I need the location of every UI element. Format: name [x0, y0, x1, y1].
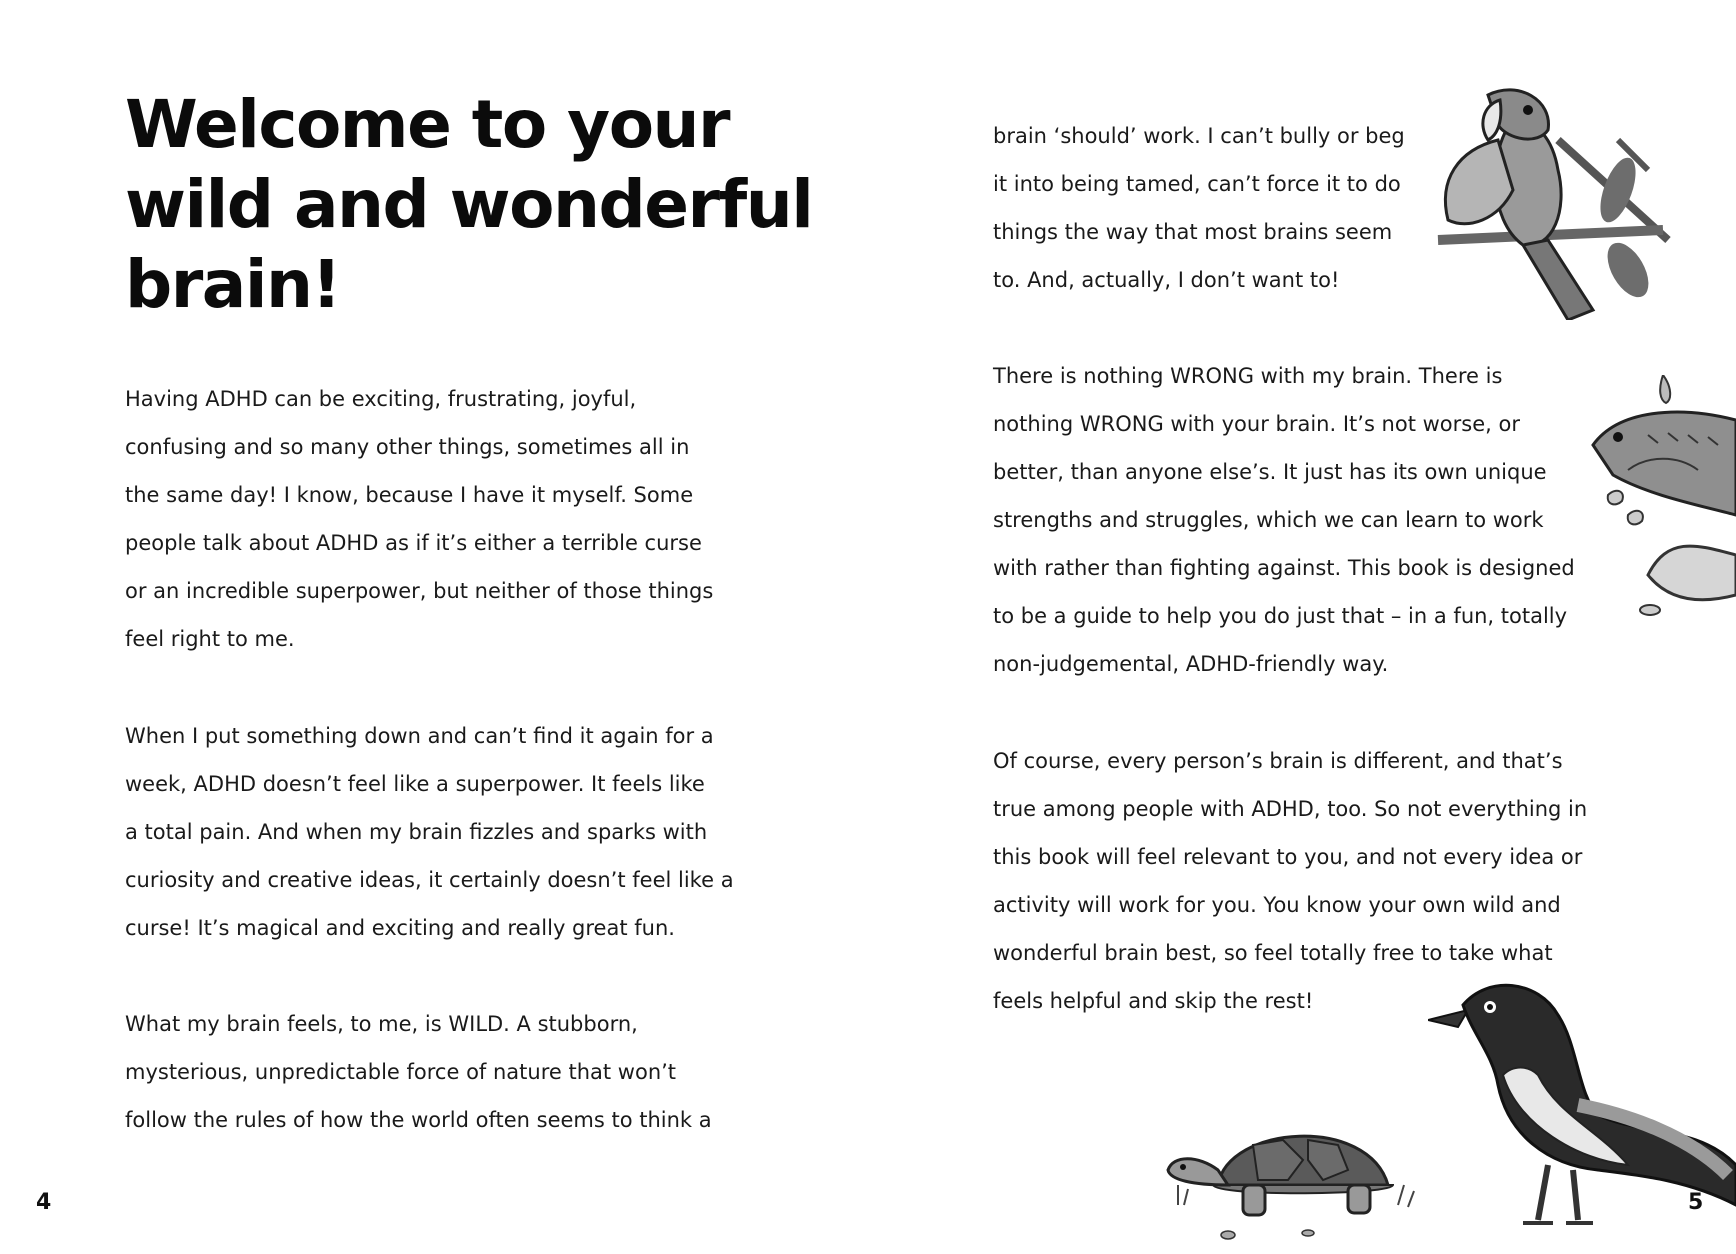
- text-line: the same day! I know, because I have it myself. Some: [125, 483, 694, 507]
- page-number-left: 4: [36, 1190, 52, 1215]
- text-line: Having ADHD can be exciting, frustrating, joyful,: [125, 387, 637, 411]
- text-line: non-judgemental, ADHD-friendly way.: [993, 652, 1389, 676]
- tortoise-illustration: [1158, 1085, 1428, 1245]
- text-line: feels helpful and skip the rest!: [993, 989, 1314, 1013]
- text-line: better, than anyone else’s. It just has its own unique: [993, 460, 1547, 484]
- text-line: What my brain feels, to me, is WILD. A stubborn,: [125, 1012, 638, 1036]
- title-line: Welcome to your: [125, 86, 730, 163]
- right-page: [868, 0, 1736, 1254]
- text-line: feel right to me.: [125, 627, 295, 651]
- text-line: confusing and so many other things, sometimes all in: [125, 435, 690, 459]
- text-line: strengths and struggles, which we can learn to work: [993, 508, 1544, 532]
- paragraph-3: [125, 1000, 755, 1144]
- text-line: curse! It’s magical and exciting and really great fun.: [125, 916, 675, 940]
- title-line: wild and wonderful: [125, 166, 813, 243]
- text-line: week, ADHD doesn’t feel like a superpower. It feels like: [125, 772, 705, 796]
- text-line: mysterious, unpredictable force of nature that won’t: [125, 1060, 677, 1084]
- text-line: with rather than fighting against. This book is designed: [993, 556, 1575, 580]
- text-line: this book will feel relevant to you, and not every idea or: [993, 845, 1583, 869]
- text-line: wonderful brain best, so feel totally free to take what: [993, 941, 1553, 965]
- text-line: There is nothing WRONG with my brain. There is: [993, 364, 1503, 388]
- paragraph-5: [993, 352, 1575, 688]
- text-line: curiosity and creative ideas, it certainly doesn’t feel like a: [125, 868, 734, 892]
- text-line: Of course, every person’s brain is different, and that’s: [993, 749, 1563, 773]
- text-line: things the way that most brains seem: [993, 220, 1393, 244]
- paragraph-2: [125, 712, 755, 952]
- paragraph-4: [993, 112, 1405, 304]
- text-line: a total pain. And when my brain fizzles and sparks with: [125, 820, 708, 844]
- title-line: brain!: [125, 246, 341, 323]
- text-line: When I put something down and can’t find it again for a: [125, 724, 714, 748]
- paragraph-1: [125, 375, 755, 663]
- jumping-fish-illustration: [1588, 375, 1736, 635]
- text-line: it into being tamed, can’t force it to do: [993, 172, 1401, 196]
- parrot-illustration: [1428, 80, 1678, 320]
- text-line: people talk about ADHD as if it’s either a terrible curse: [125, 531, 702, 555]
- text-line: or an incredible superpower, but neither of those things: [125, 579, 714, 603]
- text-line: to be a guide to help you do just that – in a fun, totally: [993, 604, 1568, 628]
- text-line: true among people with ADHD, too. So not everything in: [993, 797, 1588, 821]
- text-line: nothing WRONG with your brain. It’s not worse, or: [993, 412, 1520, 436]
- text-line: follow the rules of how the world often seems to think a: [125, 1108, 712, 1132]
- text-line: to. And, actually, I don’t want to!: [993, 268, 1340, 292]
- page-title: [125, 85, 813, 325]
- magpie-illustration: [1428, 965, 1736, 1235]
- page-number-right: 5: [1688, 1190, 1704, 1215]
- text-line: activity will work for you. You know your own wild and: [993, 893, 1561, 917]
- text-line: brain ‘should’ work. I can’t bully or beg: [993, 124, 1405, 148]
